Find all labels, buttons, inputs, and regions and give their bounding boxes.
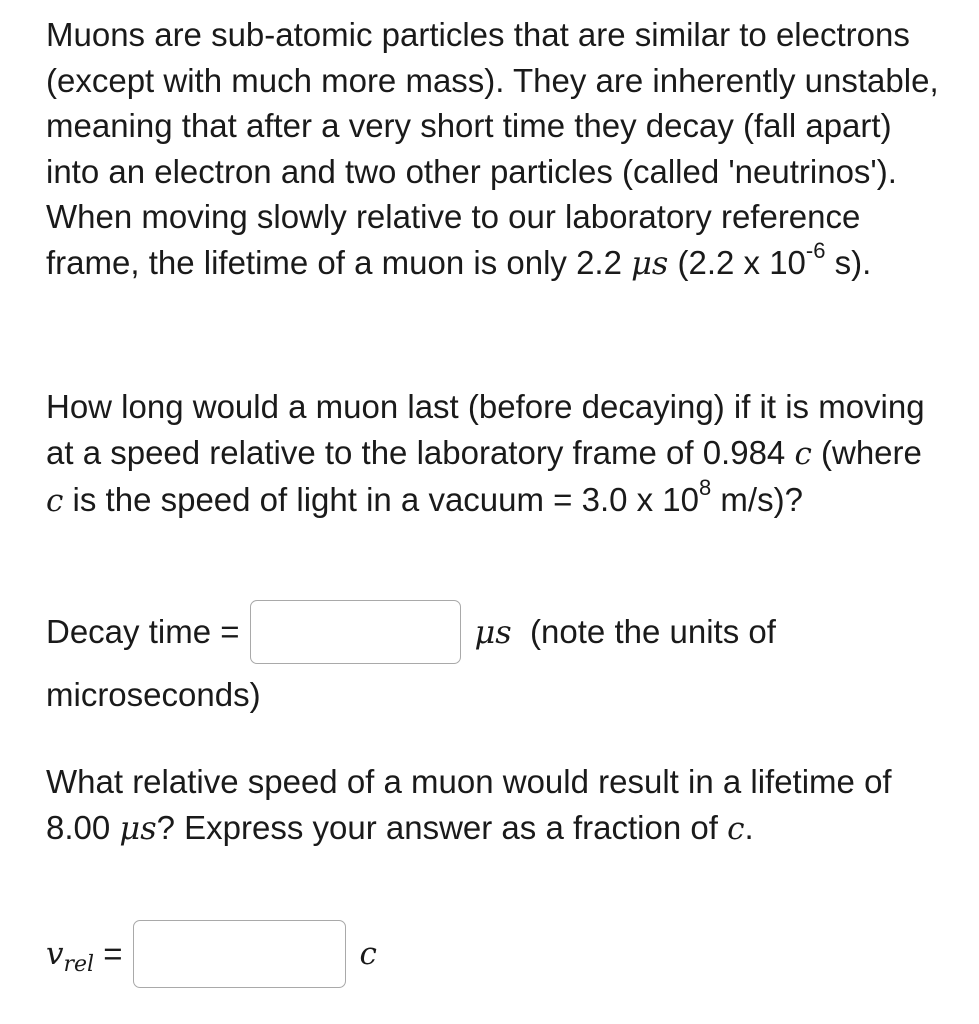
v-subscript: rel (63, 951, 95, 977)
question1-text-4: m/s)? (711, 481, 803, 518)
units-note: (note the units of (511, 613, 776, 650)
c-symbol: c (46, 483, 64, 519)
intro-text: Muons are sub-atomic particles that are similar to electrons (except with much more mass). They are inherently unstable, meaning that after a very short time they decay (fall apart) into an electron and two other particles (called 'neutrinos'). When moving slowly relative to our laboratory reference frame, the lifetime of a muon is only 2.2 (46, 16, 939, 281)
decay-time-input[interactable] (250, 600, 461, 664)
question2-text-2: ? Express your answer as a fraction of (156, 808, 728, 846)
exponent: -6 (805, 237, 826, 263)
intro-text-2: (2.2 x 10 (668, 243, 806, 281)
intro-paragraph (46, 12, 946, 286)
question2-text-3: . (744, 808, 754, 846)
microsecond-unit: μs (119, 808, 157, 847)
relative-speed-input[interactable] (133, 920, 346, 988)
microsecond-unit: μs (631, 243, 669, 282)
exponent: 8 (699, 475, 712, 500)
c-symbol: c (794, 435, 812, 472)
question1-paragraph (46, 384, 946, 525)
question2-paragraph (46, 759, 946, 852)
intro-text-3: s). (825, 243, 872, 281)
v-symbol: v (46, 936, 64, 972)
question1-text-2: (where (811, 433, 922, 471)
equals-sign: = (94, 935, 123, 972)
question1-text-3: is the speed of light in a vacuum = 3.0 x 10 (63, 481, 700, 518)
units-note-tail: microseconds) (46, 676, 261, 713)
question1-text: How long would a muon last (before decaying) if it is moving at a speed relative to the laboratory frame of 0.984 (46, 388, 925, 471)
relative-speed-row (46, 920, 377, 988)
c-unit: c (359, 936, 377, 972)
c-symbol: c (727, 810, 745, 847)
microsecond-unit: μs (474, 613, 512, 651)
question2-text: What relative speed of a muon would result in a lifetime of 8.00 (46, 763, 892, 846)
decay-time-label: Decay time = (46, 613, 240, 650)
decay-time-row (46, 600, 776, 664)
